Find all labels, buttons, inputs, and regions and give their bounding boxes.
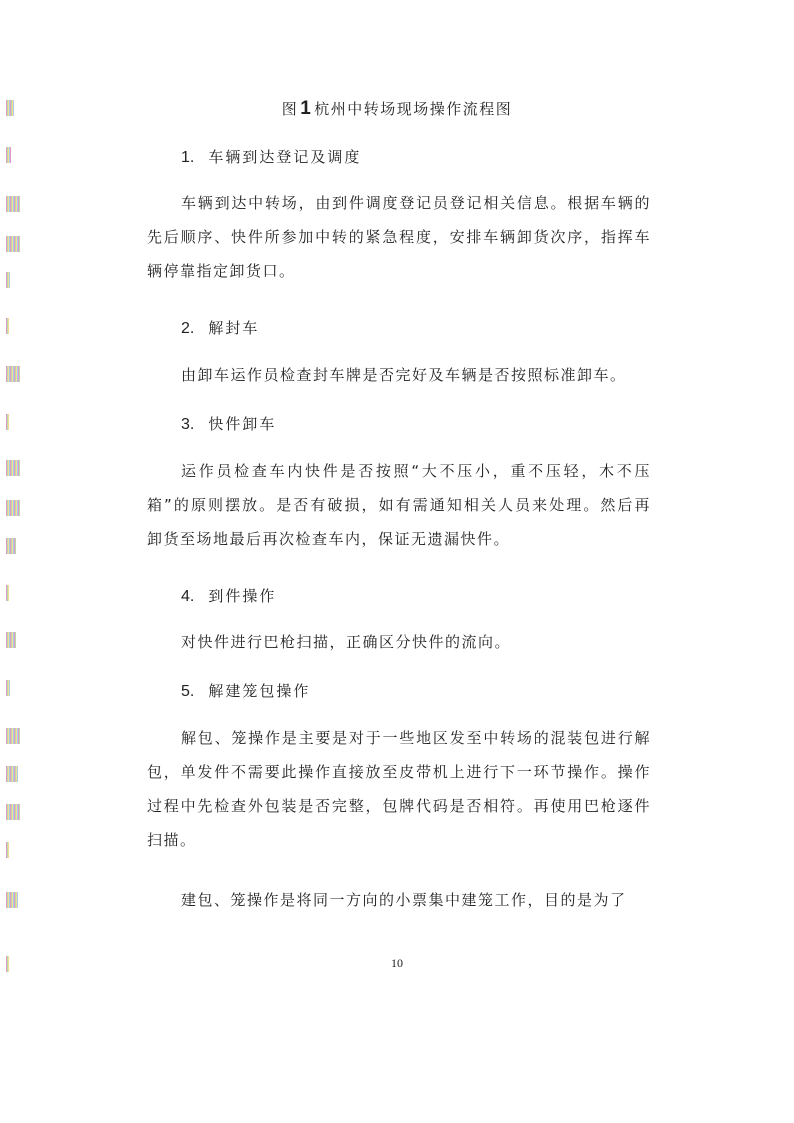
section-paragraph: 由卸车运作员检查封车牌是否完好及车辆是否按照标准卸车。	[181, 366, 627, 384]
section-title: 快件卸车	[208, 415, 277, 433]
section-number: 2.	[181, 320, 195, 337]
margin-scan-mark	[6, 236, 20, 252]
margin-scan-mark	[6, 500, 20, 516]
section-title: 解封车	[208, 319, 260, 337]
section-number: 3.	[181, 416, 195, 433]
margin-scan-mark	[6, 147, 11, 163]
section-paragraph: 解包、笼操作是主要是对于一些地区发至中转场的混装包进行解包，单发件不需要此操作直接放至皮带机上进行下一环节操作。操作过程中先检查外包装是否完整，包牌代码是否相符。再使用巴枪逐件扫描。	[147, 729, 651, 849]
section-paragraph: 运作员检查车内快件是否按照“大不压小，重不压轻，木不压箱”的原则摆放。是否有破损，如有需通知相关人员来处理。然后再卸货至场地最后再次检查车内，保证无遗漏快件。	[147, 462, 651, 548]
margin-scan-mark	[6, 585, 9, 601]
section-heading	[181, 317, 259, 338]
section-number: 1.	[181, 149, 195, 166]
margin-scan-mark	[6, 366, 20, 382]
margin-scan-mark	[6, 842, 9, 858]
section-heading	[181, 585, 276, 606]
margin-scan-mark	[6, 414, 9, 430]
margin-scan-mark	[6, 460, 20, 476]
section-number: 5.	[181, 683, 195, 700]
section-paragraph: 建包、笼操作是将同一方向的小票集中建笼工作，目的是为了	[181, 891, 627, 909]
margin-scan-mark	[6, 632, 16, 648]
section-title: 车辆到达登记及调度	[208, 148, 362, 166]
margin-scan-mark	[6, 892, 18, 908]
caption-number: 1	[300, 98, 313, 119]
margin-scan-mark	[6, 196, 20, 212]
section-paragraph: 对快件进行巴枪扫描，正确区分快件的流向。	[181, 633, 512, 651]
section-number: 4.	[181, 588, 195, 605]
margin-scan-mark	[6, 318, 9, 334]
section-paragraph: 车辆到达中转场，由到件调度登记员登记相关信息。根据车辆的先后顺序、快件所参加中转的紧急程度，安排车辆卸货次序，指挥车辆停靠指定卸货口。	[147, 194, 651, 280]
margin-scan-mark	[6, 680, 10, 696]
figure-caption	[0, 98, 794, 120]
margin-scan-mark	[6, 728, 20, 744]
caption-prefix: 图	[281, 100, 299, 118]
margin-scan-mark	[6, 804, 20, 820]
section-title: 解建笼包操作	[208, 682, 311, 700]
section-title: 到件操作	[208, 587, 277, 605]
page-number: 10	[391, 956, 403, 970]
margin-scan-mark	[6, 272, 10, 288]
caption-text: 杭州中转场现场操作流程图	[314, 100, 513, 118]
section-heading	[181, 680, 310, 701]
section-heading	[181, 146, 361, 167]
margin-scan-mark	[6, 766, 18, 782]
section-heading	[181, 413, 276, 434]
margin-scan-mark	[6, 538, 16, 554]
